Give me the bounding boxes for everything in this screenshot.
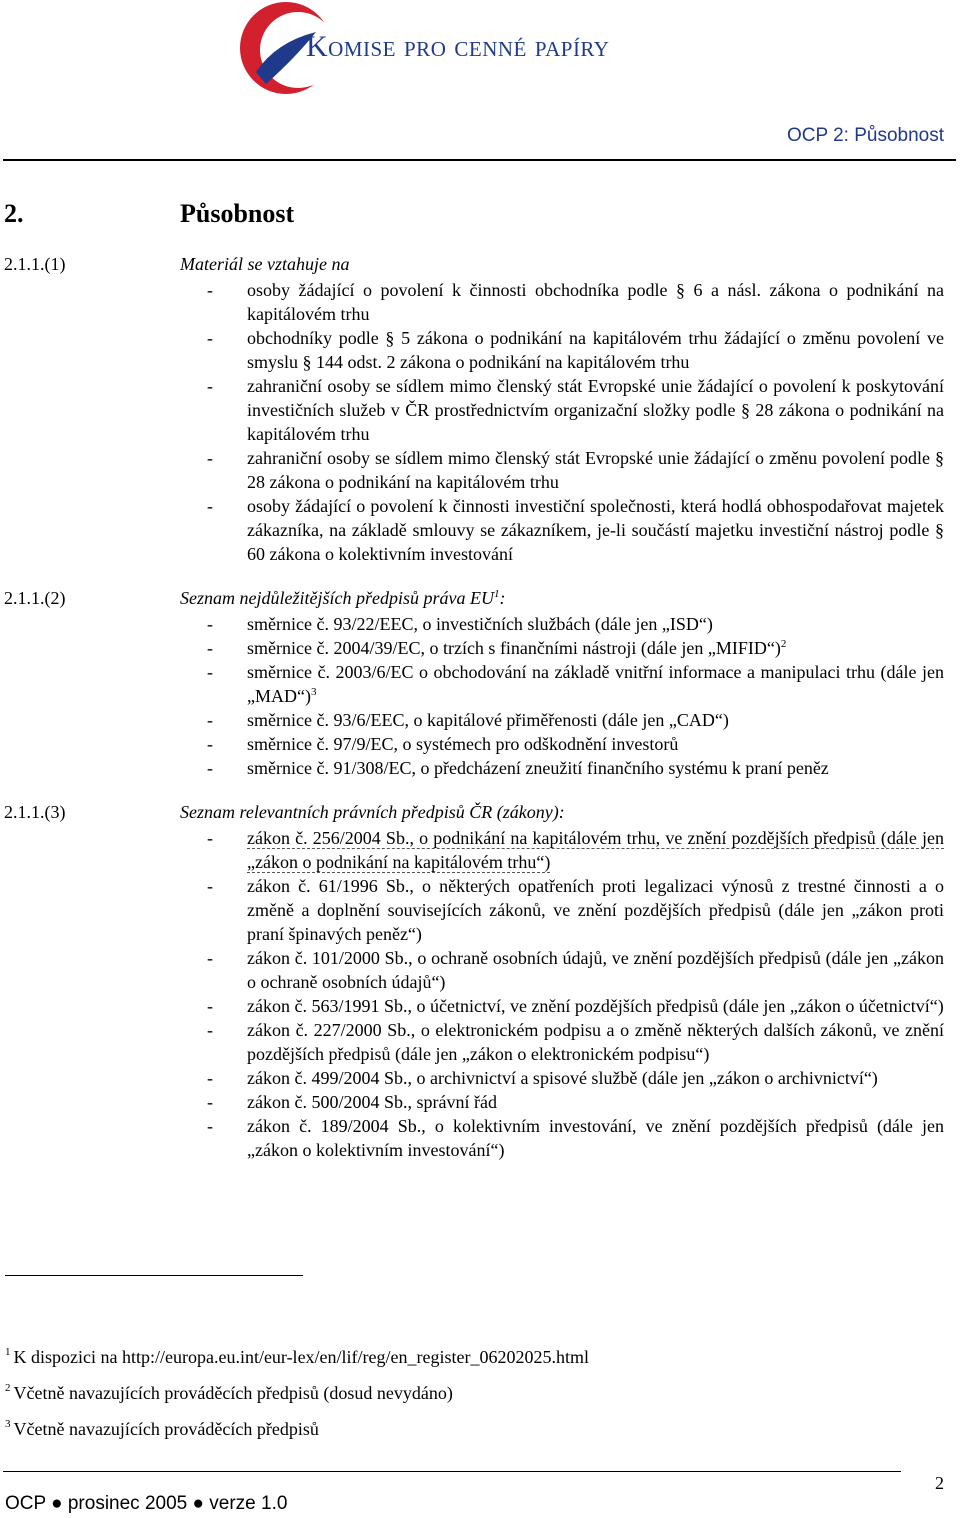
list-item: - zákon č. 256/2004 Sb., o podnikání na kapitálovém trhu, ve znění pozdějších předpisů (dále jen „zákon o podnikání na kapitálovém trhu“): [207, 828, 944, 872]
list-item: - směrnice č. 2003/6/EC o obchodování na základě vnitřní informace a manipulaci trhu (dále jen „MAD“)$^3$: [207, 662, 944, 706]
document-section-tag: OCP 2: Působnost: [786, 125, 944, 146]
list-item: - obchodníky podle § 5 zákona o podnikání na kapitálovém trhu žádající o změnu povolení ve smyslu § 144 odst. 2 zákona o podnikání na kapitálovém trhu: [207, 328, 944, 372]
section-list: [207, 612, 944, 780]
section-number: 2.1.1.(2): [4, 588, 66, 608]
section-number: 2.1.1.(3): [4, 802, 66, 822]
list-item: - zákon č. 227/2000 Sb., o elektronickém podpisu a o změně některých dalších zákonů, ve znění pozdějších předpisů (dále jen „zákon o elektronickém podpisu“): [207, 1020, 944, 1064]
list-item: - osoby žádající o povolení k činnosti investiční společnosti, která hodlá obhospodařovat majetek zákazníka, na základě smlouvy se zákazníkem, je-li součástí majetku investiční nástroj podle § 60 zákona o kolektivním investování: [207, 496, 944, 564]
section-title: Materiál se vztahuje na: [180, 254, 350, 274]
section-list: [207, 278, 944, 566]
list-item: - zákon č. 101/2000 Sb., o ochraně osobních údajů, ve znění pozdějších předpisů (dále jen „zákon o ochraně osobních údajů“): [207, 948, 944, 992]
list-item: - zákon č. 61/1996 Sb., o některých opatřeních proti legalizaci výnosů z trestné činnosti a o změně a doplnění souvisejících zákonů, ve znění pozdějších předpisů (dále jen „zákon proti praní špinavých peněz“): [207, 876, 944, 944]
section-title: Seznam nejdůležitějších předpisů práva $EU^1$:: [180, 588, 506, 608]
footnote-ref: 2: [780, 638, 787, 650]
list-item: - směrnice č. 2004/39/EC, o trzích s finančními nástroji (dále jen „MIFID“)$^2$: [207, 638, 787, 658]
section-title: Seznam relevantních právních předpisů ČR (zákony):: [180, 802, 565, 822]
list-item: - zákon č. 189/2004 Sb., o kolektivním investování, ve znění pozdějších předpisů (dále jen „zákon o kolektivním investování“): [207, 1116, 944, 1160]
list-item: - zahraniční osoby se sídlem mimo členský stát Evropské unie žádající o povolení k poskytování investičních služeb v ČR prostřednictvím organizační složky podle § 28 zákona o podnikání na kapitálovém trhu: [207, 376, 944, 444]
footnote: $^3$ Včetně navazujících prováděcích předpisů: [5, 1418, 319, 1439]
footer-divider: [3, 1471, 901, 1472]
page-number: 2: [935, 1473, 944, 1493]
list-item: - směrnice č. 97/9/EC, o systémech pro odškodnění investorů: [207, 734, 679, 754]
list-item: - směrnice č. 93/6/EEC, o kapitálové přiměřenosti (dále jen „CAD“): [207, 710, 729, 730]
footnote-ref: 3: [310, 686, 317, 698]
footer-doc-info: OCP ● prosinec 2005 ● verze 1.0: [5, 1493, 288, 1514]
section-list: [207, 826, 944, 1162]
chapter-number: 2.: [4, 199, 24, 228]
list-item: - zákon č. 499/2004 Sb., o archivnictví a spisové službě (dále jen „zákon o archivnictví“): [207, 1068, 878, 1088]
list-item: - zahraniční osoby se sídlem mimo členský stát Evropské unie žádající o změnu povolení podle § 28 zákona o podnikání na kapitálovém trhu: [207, 448, 944, 492]
list-item: - směrnice č. 91/308/EC, o předcházení zneužití finančního systému k praní peněz: [207, 758, 829, 778]
chapter-title: Působnost: [180, 199, 295, 228]
footnote-divider: [5, 1275, 303, 1276]
section-number: 2.1.1.(1): [4, 254, 66, 274]
list-item: - zákon č. 500/2004 Sb., správní řád: [207, 1092, 497, 1112]
list-item: - směrnice č. 93/22/EEC, o investičních službách (dále jen „ISD“): [207, 614, 713, 634]
footnote: $^1$ K dispozici na http://europa.eu.int/eur-lex/en/lif/reg/en_register_06202025.html: [5, 1346, 589, 1367]
header-divider: [3, 159, 956, 161]
organization-name: Komise pro cenné papíry: [306, 30, 610, 63]
list-item: - zákon č. 563/1991 Sb., o účetnictví, ve znění pozdějších předpisů (dále jen „zákon o účetnictví“): [207, 996, 944, 1016]
list-item: - osoby žádající o povolení k činnosti obchodníka podle § 6 a násl. zákona o podnikání na kapitálovém trhu: [207, 280, 944, 324]
footnote: $^2$ Včetně navazujících prováděcích předpisů (dosud nevydáno): [5, 1382, 453, 1403]
